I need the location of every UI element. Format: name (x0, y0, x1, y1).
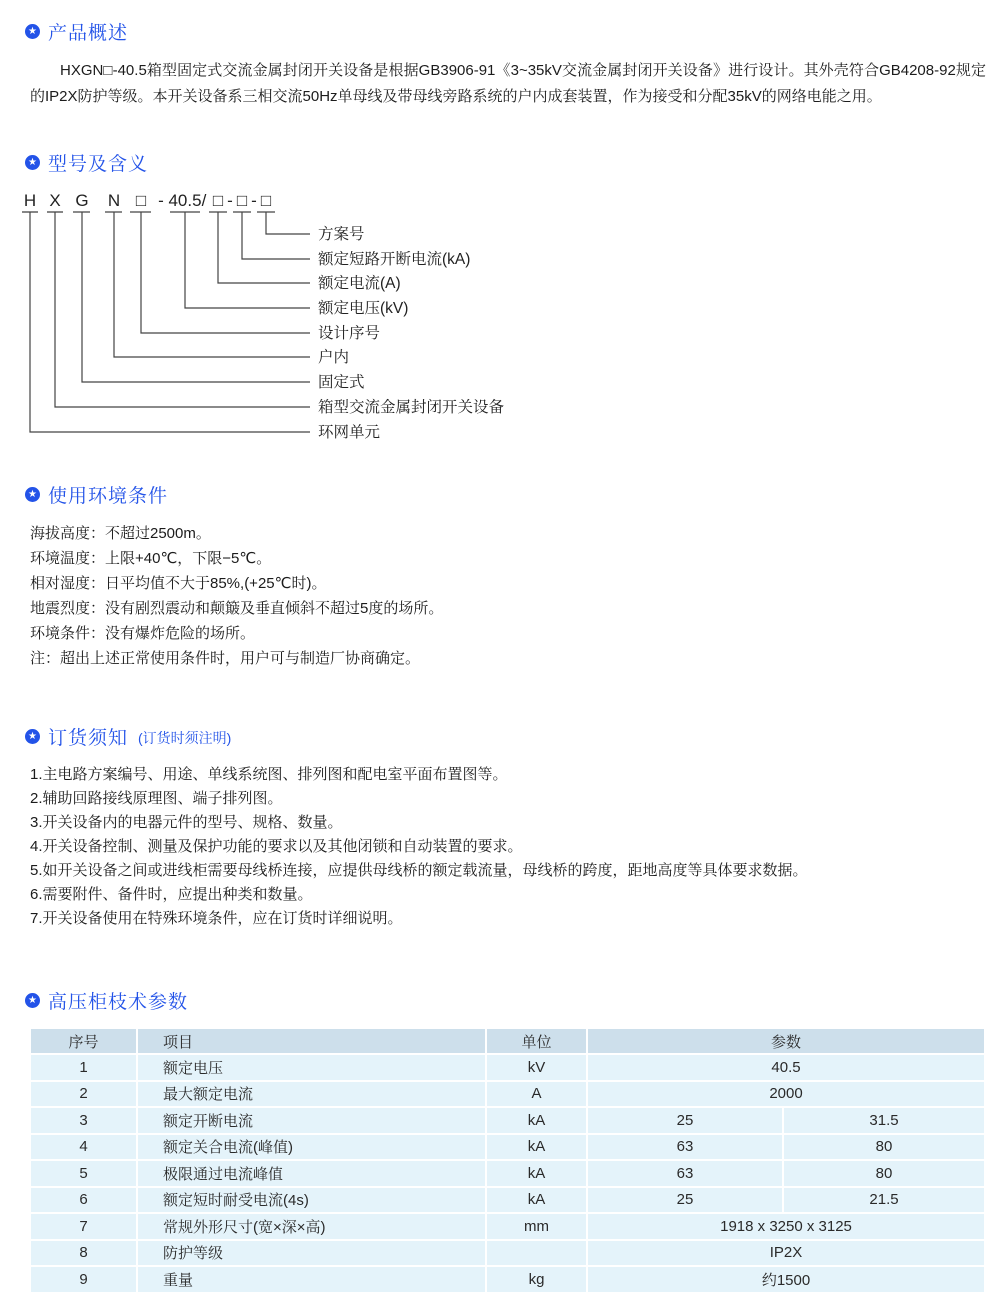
table-row (30, 1240, 985, 1267)
table-cell: 额定开断电流 (137, 1107, 486, 1134)
ordering-item: 1.主电路方案编号、用途、单线系统图、排列图和配电室平面布置图等。 (30, 766, 508, 783)
model-label: 方案号 (318, 226, 365, 243)
ordering-subtitle-text: (订货时须注明) (138, 729, 232, 746)
model-code-char: N (107, 191, 121, 210)
table-cell: 25 (587, 1187, 783, 1214)
table-cell: kV (486, 1054, 587, 1081)
ordering-item: 6.需要附件、备件时，应提出种类和数量。 (30, 886, 313, 903)
table-cell: 31.5 (783, 1107, 985, 1134)
model-code-char: H (23, 191, 37, 210)
table-row (30, 1107, 985, 1134)
section-environment-title (25, 481, 1000, 508)
model-code-char: X (49, 191, 61, 210)
table-cell: 21.5 (783, 1187, 985, 1214)
table-cell: 4 (30, 1134, 137, 1161)
table-row (30, 1081, 985, 1108)
table-cell: IP2X (587, 1240, 985, 1267)
model-code-char: - (227, 191, 233, 210)
table-cell: 8 (30, 1240, 137, 1267)
model-code-char: G (75, 191, 89, 210)
environment-item: 相对湿度：日平均值不大于85%,(+25℃时)。 (30, 575, 327, 592)
table-cell: 63 (587, 1134, 783, 1161)
table-cell: 6 (30, 1187, 137, 1214)
table-cell: 5 (30, 1160, 137, 1187)
ordering-title-text: 订货须知 (48, 728, 129, 749)
ordering-list (30, 763, 1000, 931)
model-code-char: - (158, 191, 164, 210)
header-cell-unit: 单位 (486, 1028, 587, 1054)
table-cell: 40.5 (587, 1054, 985, 1081)
ordering-item: 5.如开关设备之间或进线柜需要母线桥连接，应提供母线桥的额定载流量，母线桥的跨度，距地高度等具体要求数据。 (30, 862, 808, 879)
ordering-item: 2.辅助回路接线原理图、端子排列图。 (30, 790, 283, 807)
table-cell: 1 (30, 1054, 137, 1081)
table-cell: A (486, 1081, 587, 1108)
model-title-text: 型号及含义 (48, 154, 149, 175)
header-cell-no: 序号 (30, 1028, 137, 1054)
table-cell: 额定短时耐受电流(4s) (137, 1187, 486, 1214)
overview-title-text: 产品概述 (48, 23, 129, 44)
ordering-item: 7.开关设备使用在特殊环境条件，应在订货时详细说明。 (30, 910, 403, 927)
table-row (30, 1213, 985, 1240)
table-cell: 7 (30, 1213, 137, 1240)
table-cell: 最大额定电流 (137, 1081, 486, 1108)
table-row (30, 1266, 985, 1293)
section-parameters-title (25, 987, 1000, 1014)
table-row (30, 1187, 985, 1214)
table-cell: kA (486, 1187, 587, 1214)
parameters-table (30, 1028, 985, 1293)
model-label: 额定电流(A) (318, 275, 401, 292)
model-code-char: / (201, 191, 207, 210)
table-cell: 重量 (137, 1266, 486, 1293)
model-label: 额定短路开断电流(kA) (318, 251, 471, 268)
star-badge-icon: ★ (25, 993, 40, 1008)
table-row (30, 1160, 985, 1187)
environment-list (30, 521, 1000, 671)
table-cell: 极限通过电流峰值 (137, 1160, 486, 1187)
model-label: 环网单元 (318, 424, 381, 441)
table-cell: kA (486, 1134, 587, 1161)
model-diagram-connectors (30, 212, 310, 432)
environment-item: 地震烈度：没有剧烈震动和颠簸及垂直倾斜不超过5度的场所。 (30, 600, 444, 617)
star-badge-icon: ★ (25, 487, 40, 502)
table-cell: 额定电压 (137, 1054, 486, 1081)
table-cell: 3 (30, 1107, 137, 1134)
table-cell: 25 (587, 1107, 783, 1134)
model-diagram-svg (0, 182, 700, 454)
model-code-char: □ (236, 191, 248, 210)
star-badge-icon: ★ (25, 155, 40, 170)
section-overview-title (25, 18, 1000, 45)
table-cell: 80 (783, 1160, 985, 1187)
table-cell: 9 (30, 1266, 137, 1293)
environment-item: 环境温度：上限+40℃，下限−5℃。 (30, 550, 272, 567)
model-code-char: □ (135, 191, 147, 210)
model-label: 户内 (318, 349, 350, 366)
model-code-char: □ (260, 191, 272, 210)
star-badge-icon: ★ (25, 24, 40, 39)
table-header-row (30, 1028, 985, 1054)
table-cell: 约1500 (587, 1266, 985, 1293)
header-cell-params: 参数 (587, 1028, 985, 1054)
parameters-table-body (30, 1054, 985, 1293)
model-label: 设计序号 (318, 325, 381, 342)
star-badge-icon: ★ (25, 729, 40, 744)
environment-item: 海拔高度：不超过2500m。 (30, 525, 211, 542)
table-row (30, 1054, 985, 1081)
table-cell: 常规外形尺寸(宽×深×高) (137, 1213, 486, 1240)
table-cell: 2 (30, 1081, 137, 1108)
section-ordering-title (25, 723, 1000, 750)
table-cell: kg (486, 1266, 587, 1293)
ordering-item: 4.开关设备控制、测量及保护功能的要求以及其他闭锁和自动装置的要求。 (30, 838, 523, 855)
table-row (30, 1134, 985, 1161)
environment-item: 环境条件：没有爆炸危险的场所。 (30, 625, 256, 642)
table-cell: 80 (783, 1134, 985, 1161)
table-cell: kA (486, 1160, 587, 1187)
table-cell: 防护等级 (137, 1240, 486, 1267)
environment-title-text: 使用环境条件 (48, 486, 169, 507)
model-designation-diagram (0, 182, 1000, 454)
table-cell: 额定关合电流(峰值) (137, 1134, 486, 1161)
table-cell: 63 (587, 1160, 783, 1187)
model-label: 额定电压(kV) (318, 300, 409, 317)
environment-item: 注：超出上述正常使用条件时，用户可与制造厂协商确定。 (30, 650, 421, 667)
parameters-title-text: 高压柜枝术参数 (48, 992, 189, 1013)
table-cell: 1918 x 3250 x 3125 (587, 1213, 985, 1240)
model-code-char: □ (212, 191, 224, 210)
model-label: 箱型交流金属封闭开关设备 (318, 399, 505, 416)
model-label: 固定式 (318, 374, 365, 391)
model-code-char: 40.5 (168, 191, 202, 210)
ordering-item: 3.开关设备内的电器元件的型号、规格、数量。 (30, 814, 343, 831)
table-cell: 2000 (587, 1081, 985, 1108)
overview-paragraph: HXGN□-40.5箱型固定式交流金属封闭开关设备是根据GB3906-91《3~35kV交流金属封闭开关设备》进行设计。其外壳符合GB4208-92规定的IP2X防护等级。本开关设备系三相交流50Hz单母线及带母线旁路系统的户内成套装置，作为接受和分配35kV的网络电能之用。 (30, 62, 986, 105)
table-cell: kA (486, 1107, 587, 1134)
table-cell: mm (486, 1213, 587, 1240)
section-model-title (25, 149, 1000, 176)
table-cell (486, 1240, 587, 1267)
model-code-char: - (251, 191, 257, 210)
header-cell-item: 项目 (137, 1028, 486, 1054)
